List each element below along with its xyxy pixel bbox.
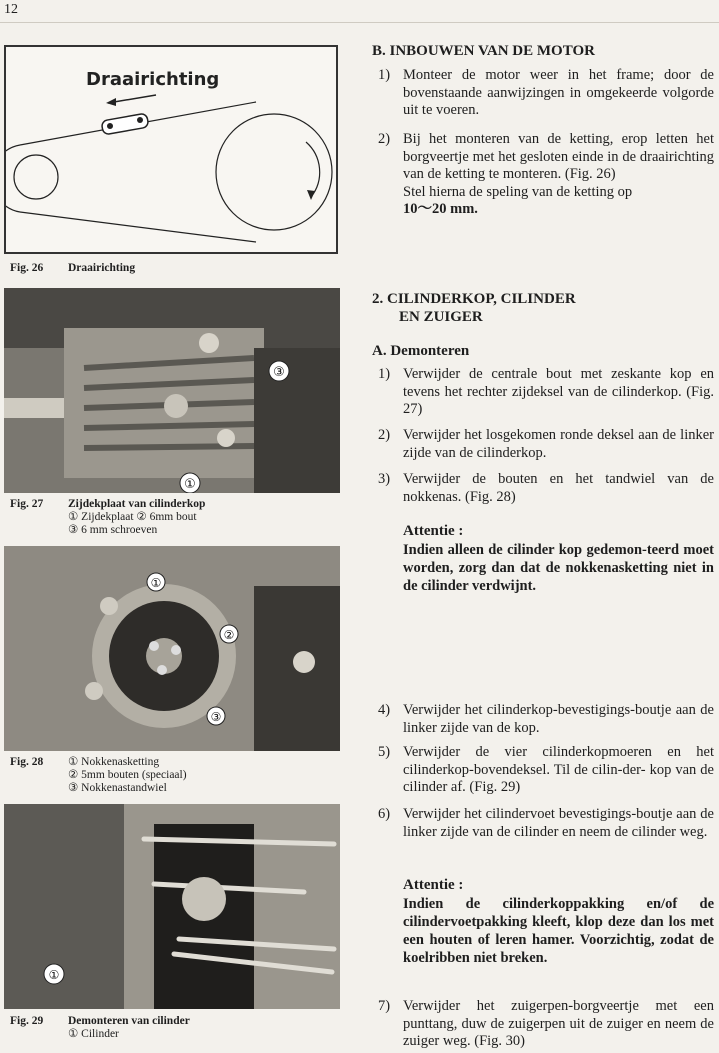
caption-title: Draairichting bbox=[68, 262, 136, 274]
chain-link-icon bbox=[101, 113, 149, 135]
caption-title: Zijdekplaat van cilinderkop bbox=[68, 498, 206, 510]
item-text-bold: 10～20 mm. bbox=[403, 201, 478, 217]
section-2-item-3 bbox=[372, 471, 714, 506]
section-2-item-1 bbox=[372, 366, 714, 419]
caption-title: Demonteren van cilinder bbox=[68, 1015, 190, 1027]
attention-title: Attentie : bbox=[403, 523, 464, 539]
item-number: 7) bbox=[378, 998, 391, 1014]
item-text: Verwijder het zuigerpen-borgveertje met een punttang, duw de zuigerpen uit de zuiger en neem de zuiger weg. (Fig. 30) bbox=[403, 998, 714, 1049]
item-number: 1) bbox=[378, 67, 391, 83]
callout-2: ② bbox=[223, 628, 235, 642]
section-2-item-6 bbox=[372, 806, 714, 841]
callout-1: ① bbox=[48, 968, 60, 982]
item-text: Verwijder het cilindervoet bevestigings-boutje aan de linker zijde van de cilinder en neem de cilinder weg. bbox=[403, 806, 714, 840]
figure-28-photo bbox=[4, 546, 340, 751]
caption-label: Fig. 28 bbox=[10, 756, 44, 768]
callout-1: ① bbox=[184, 477, 196, 492]
callout-3: ③ bbox=[210, 710, 222, 724]
item-number: 5) bbox=[378, 744, 391, 760]
item-text: Verwijder het cilinderkop-bevestigings-boutje aan de linker zijde van de kop. bbox=[403, 702, 714, 736]
attention-box-1 bbox=[372, 523, 714, 595]
caption-label: Fig. 26 bbox=[10, 262, 44, 274]
item-number: 6) bbox=[378, 806, 391, 822]
caption-label: Fig. 27 bbox=[10, 498, 44, 510]
heading-line: EN ZUIGER bbox=[399, 309, 483, 325]
attention-body: Indien de cilinderkoppakking en/of de cilindervoetpakking kleeft, klop deze dan los met een houten of leren hamer. Voorzichtig, zodat de koelribben niet breken. bbox=[403, 895, 714, 966]
section-2-subheading: A. Demonteren bbox=[372, 343, 470, 359]
item-text-extra: Stel hierna de speling van de ketting op bbox=[403, 183, 633, 200]
small-sprocket bbox=[14, 155, 58, 199]
arrow-head-icon bbox=[106, 98, 116, 106]
section-2-item-7 bbox=[372, 998, 714, 1051]
caption-item: ① Nokkenasketting bbox=[68, 756, 160, 768]
section-b-heading: B. INBOUWEN VAN DE MOTOR bbox=[372, 43, 595, 59]
item-number: 2) bbox=[378, 131, 391, 147]
attention-body: Indien alleen de cilinder kop gedemon-teerd moet worden, zorg dan dat de nokkenasketting niet in de cilinder verdwijnt. bbox=[403, 541, 714, 594]
caption-label: Fig. 29 bbox=[10, 1015, 44, 1027]
top-rule bbox=[0, 22, 719, 23]
heading-line: 2. CILINDERKOP, CILINDER bbox=[372, 291, 576, 307]
caption-item: ③ 6 mm schroeven bbox=[68, 524, 158, 536]
attention-title: Attentie : bbox=[403, 877, 464, 893]
page-number: 12 bbox=[4, 2, 18, 17]
caption-fig27 bbox=[10, 498, 205, 537]
diagram-title: Draairichting bbox=[86, 69, 220, 90]
section-2-item-4 bbox=[372, 702, 714, 737]
caption-fig29 bbox=[10, 1015, 190, 1041]
item-number: 2) bbox=[378, 427, 391, 443]
item-text: Monteer de motor weer in het frame; door de bovenstaande aanwijzingen in omgekeerde volgorde uit te voeren. bbox=[403, 67, 714, 118]
caption-item: ② 5mm bouten (speciaal) bbox=[68, 769, 187, 781]
item-number: 3) bbox=[378, 471, 391, 487]
callout-3: ③ bbox=[273, 365, 285, 380]
figure-27-photo bbox=[4, 288, 340, 493]
caption-item: ① Zijdekplaat ② 6mm bout bbox=[68, 511, 197, 523]
caption-fig26 bbox=[10, 262, 135, 275]
section-2-heading bbox=[372, 290, 714, 326]
caption-item: ① Cilinder bbox=[68, 1028, 119, 1040]
figure-29-photo bbox=[4, 804, 340, 1009]
chain-bottom bbox=[20, 212, 256, 242]
attention-box-2 bbox=[372, 877, 714, 967]
item-text: Bij het monteren van de ketting, erop letten het borgveertje met het gesloten einde in de draairichting van de ketting te monteren. (Fig. 26) bbox=[403, 131, 714, 182]
callout-1: ① bbox=[150, 576, 162, 590]
figure-26-diagram bbox=[4, 45, 338, 254]
item-number: 4) bbox=[378, 702, 391, 718]
rotation-arrow-icon bbox=[306, 142, 320, 197]
caption-item: ③ Nokkenastandwiel bbox=[68, 782, 167, 794]
item-text: Verwijder de centrale bout met zeskante kop en tevens het rechter zijdeksel van de cilinderkop. (Fig. 27) bbox=[403, 366, 714, 417]
section-b-item-2 bbox=[372, 131, 714, 219]
section-2-item-5 bbox=[372, 744, 714, 797]
item-number: 1) bbox=[378, 366, 391, 382]
section-b-item-1 bbox=[372, 67, 714, 120]
section-2-item-2 bbox=[372, 427, 714, 462]
item-text: Verwijder de vier cilinderkopmoeren en het cilinderkop-bovendeksel. Til de cilin-der- kop van de cilinder af. (Fig. 29) bbox=[403, 744, 714, 795]
large-sprocket bbox=[216, 114, 332, 230]
item-text: Verwijder het losgekomen ronde deksel aan de linker zijde van de cilinderkop. bbox=[403, 427, 714, 461]
item-text: Verwijder de bouten en het tandwiel van de nokkenas. (Fig. 28) bbox=[403, 471, 714, 505]
caption-fig28 bbox=[10, 756, 187, 795]
